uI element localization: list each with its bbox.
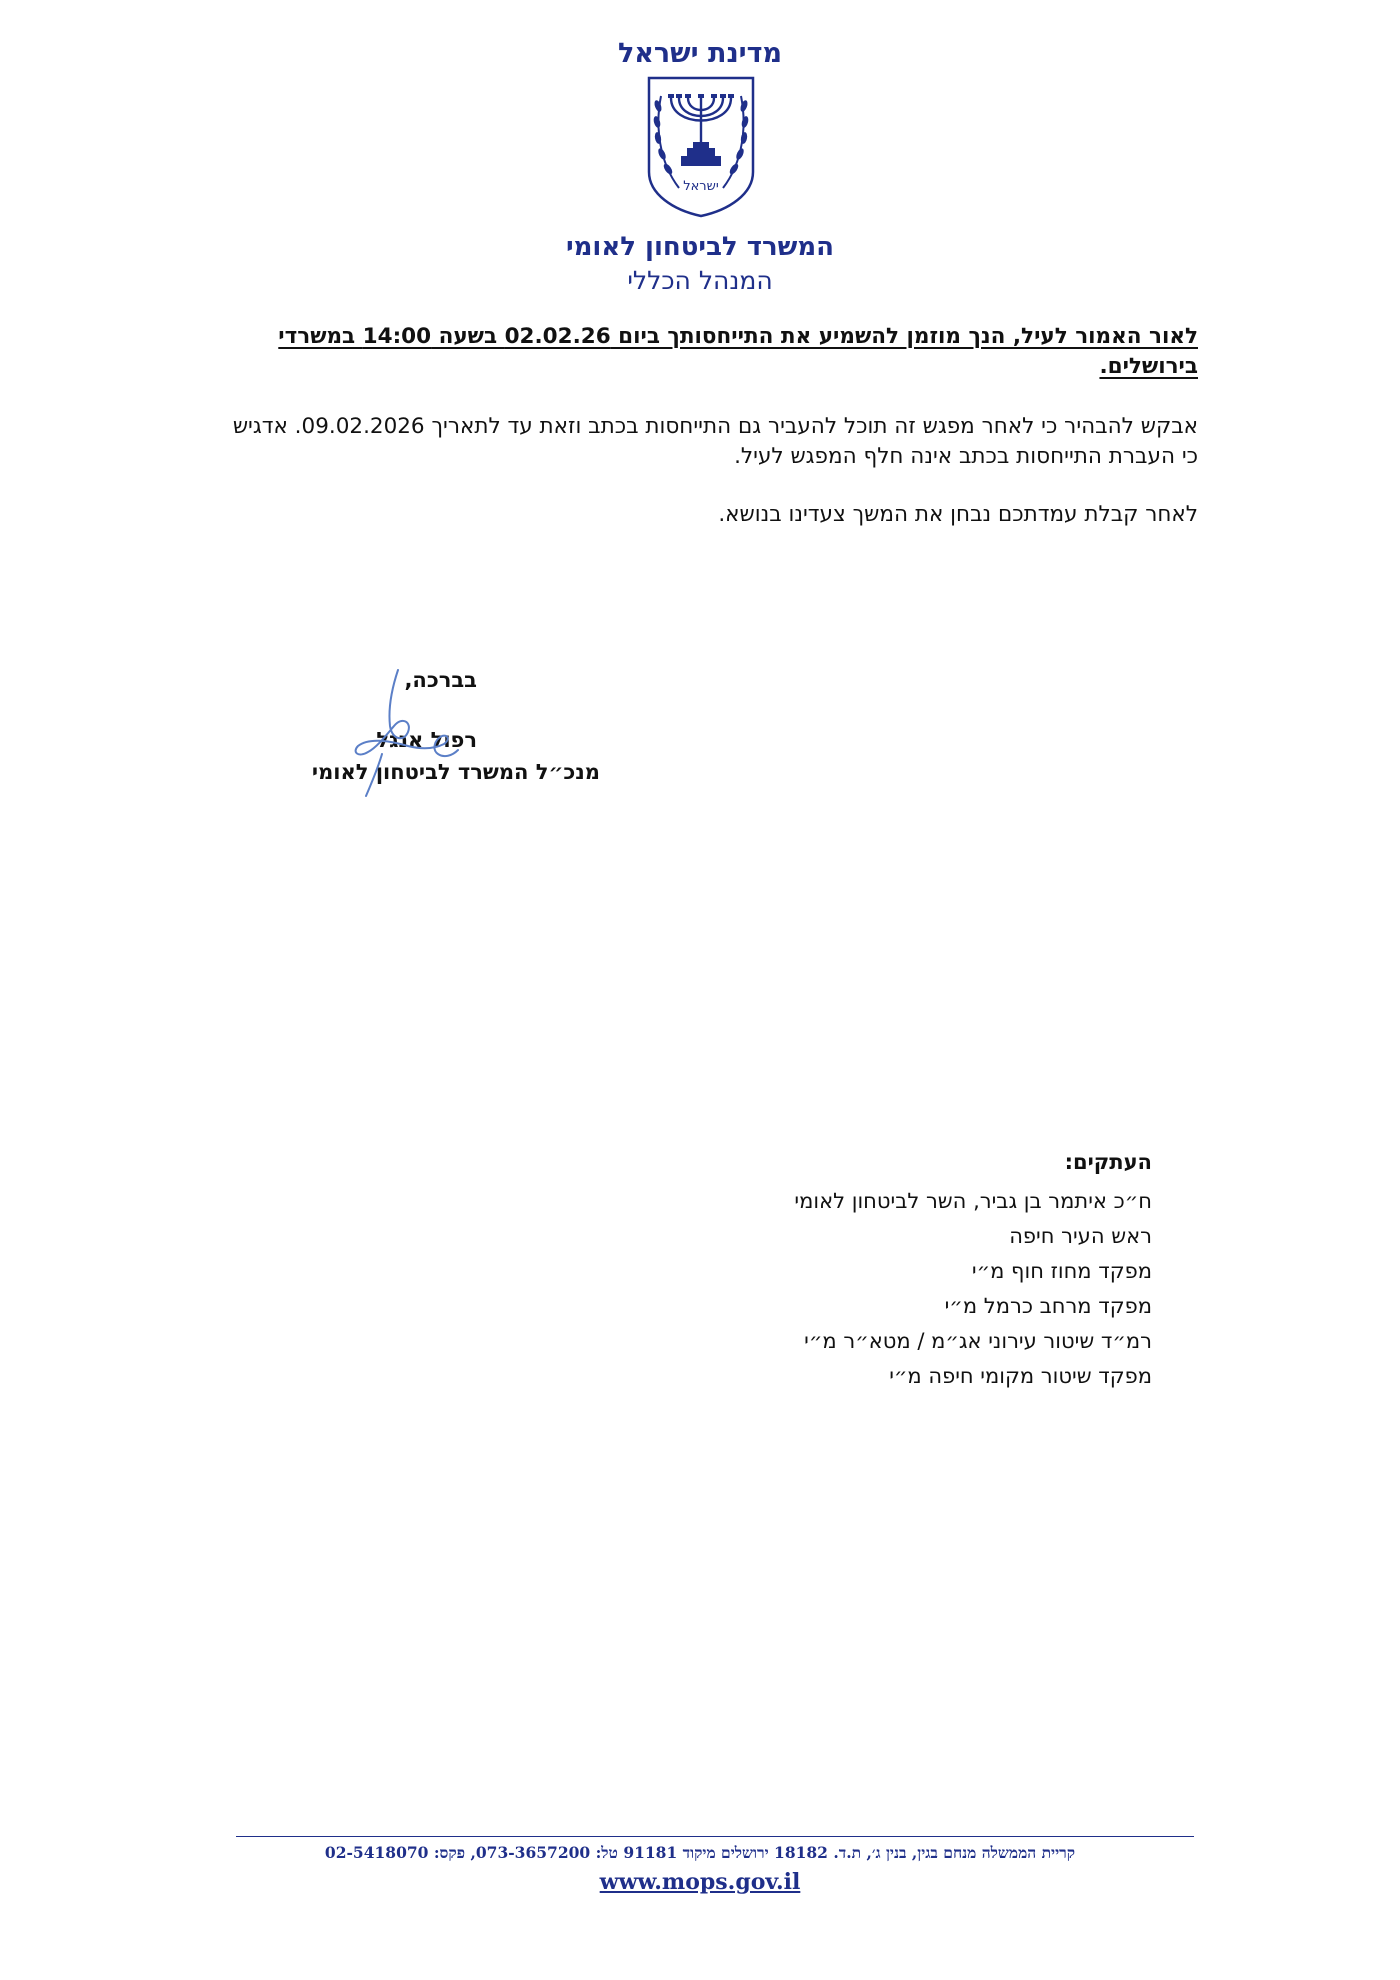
footer-address: קריית הממשלה מנחם בגין, בנין ג׳, ת.ד. 18182 ירושלים מיקוד 91181 טל: 073-3657200, פקס: 02-5418070 [324,1843,1076,1862]
note-paragraph: אבקש להבהיר כי לאחר מפגש זה תוכל להעביר גם התייחסות בכתב וזאת עד לתאריך 09.02.2026. אדגיש כי העברת התייחסות בכתב אינה חלף המפגש לעיל. [232,414,1198,469]
signature-closing: בברכה, [404,668,477,692]
next-steps-paragraph: לאחר קבלת עמדתכם נבחן את המשך צעדינו בנושא. [718,502,1198,527]
department-name: המנהל הכללי [627,266,773,295]
list-item: ראש העיר חיפה [1009,1224,1152,1248]
main-paragraph: לאור האמור לעיל, הנך מוזמן להשמיע את התייחסותך ביום 02.02.26 בשעה 14:00 במשרדי בירושלים. [278,324,1198,379]
website-link[interactable]: www.mops.gov.il [599,1869,801,1895]
state-name: מדינת ישראל [617,38,783,69]
list-item: מפקד מחוז חוף מ״י [971,1259,1152,1283]
copies-title: העתקים: [1064,1150,1152,1174]
menorah-emblem-icon [645,76,757,218]
ministry-name: המשרד לביטחון לאומי [565,232,835,262]
list-item: ח״כ איתמר בן גביר, השר לביטחון לאומי [794,1189,1152,1213]
copies-list [600,1184,1152,1394]
footer-divider [236,1836,1194,1837]
signer-name: רפול אנגל [376,728,477,752]
signer-title: מנכ״ל המשרד לביטחון לאומי [311,760,600,784]
emblem-caption: ישראל [683,179,719,194]
list-item: מפקד מרחב כרמל מ״י [944,1294,1152,1318]
handwritten-signature-icon [328,668,478,800]
list-item: מפקד שיטור מקומי חיפה מ״י [889,1364,1152,1388]
list-item: רמ״ד שיטור עירוני אג״מ / מטא״ר מ״י [804,1329,1152,1353]
